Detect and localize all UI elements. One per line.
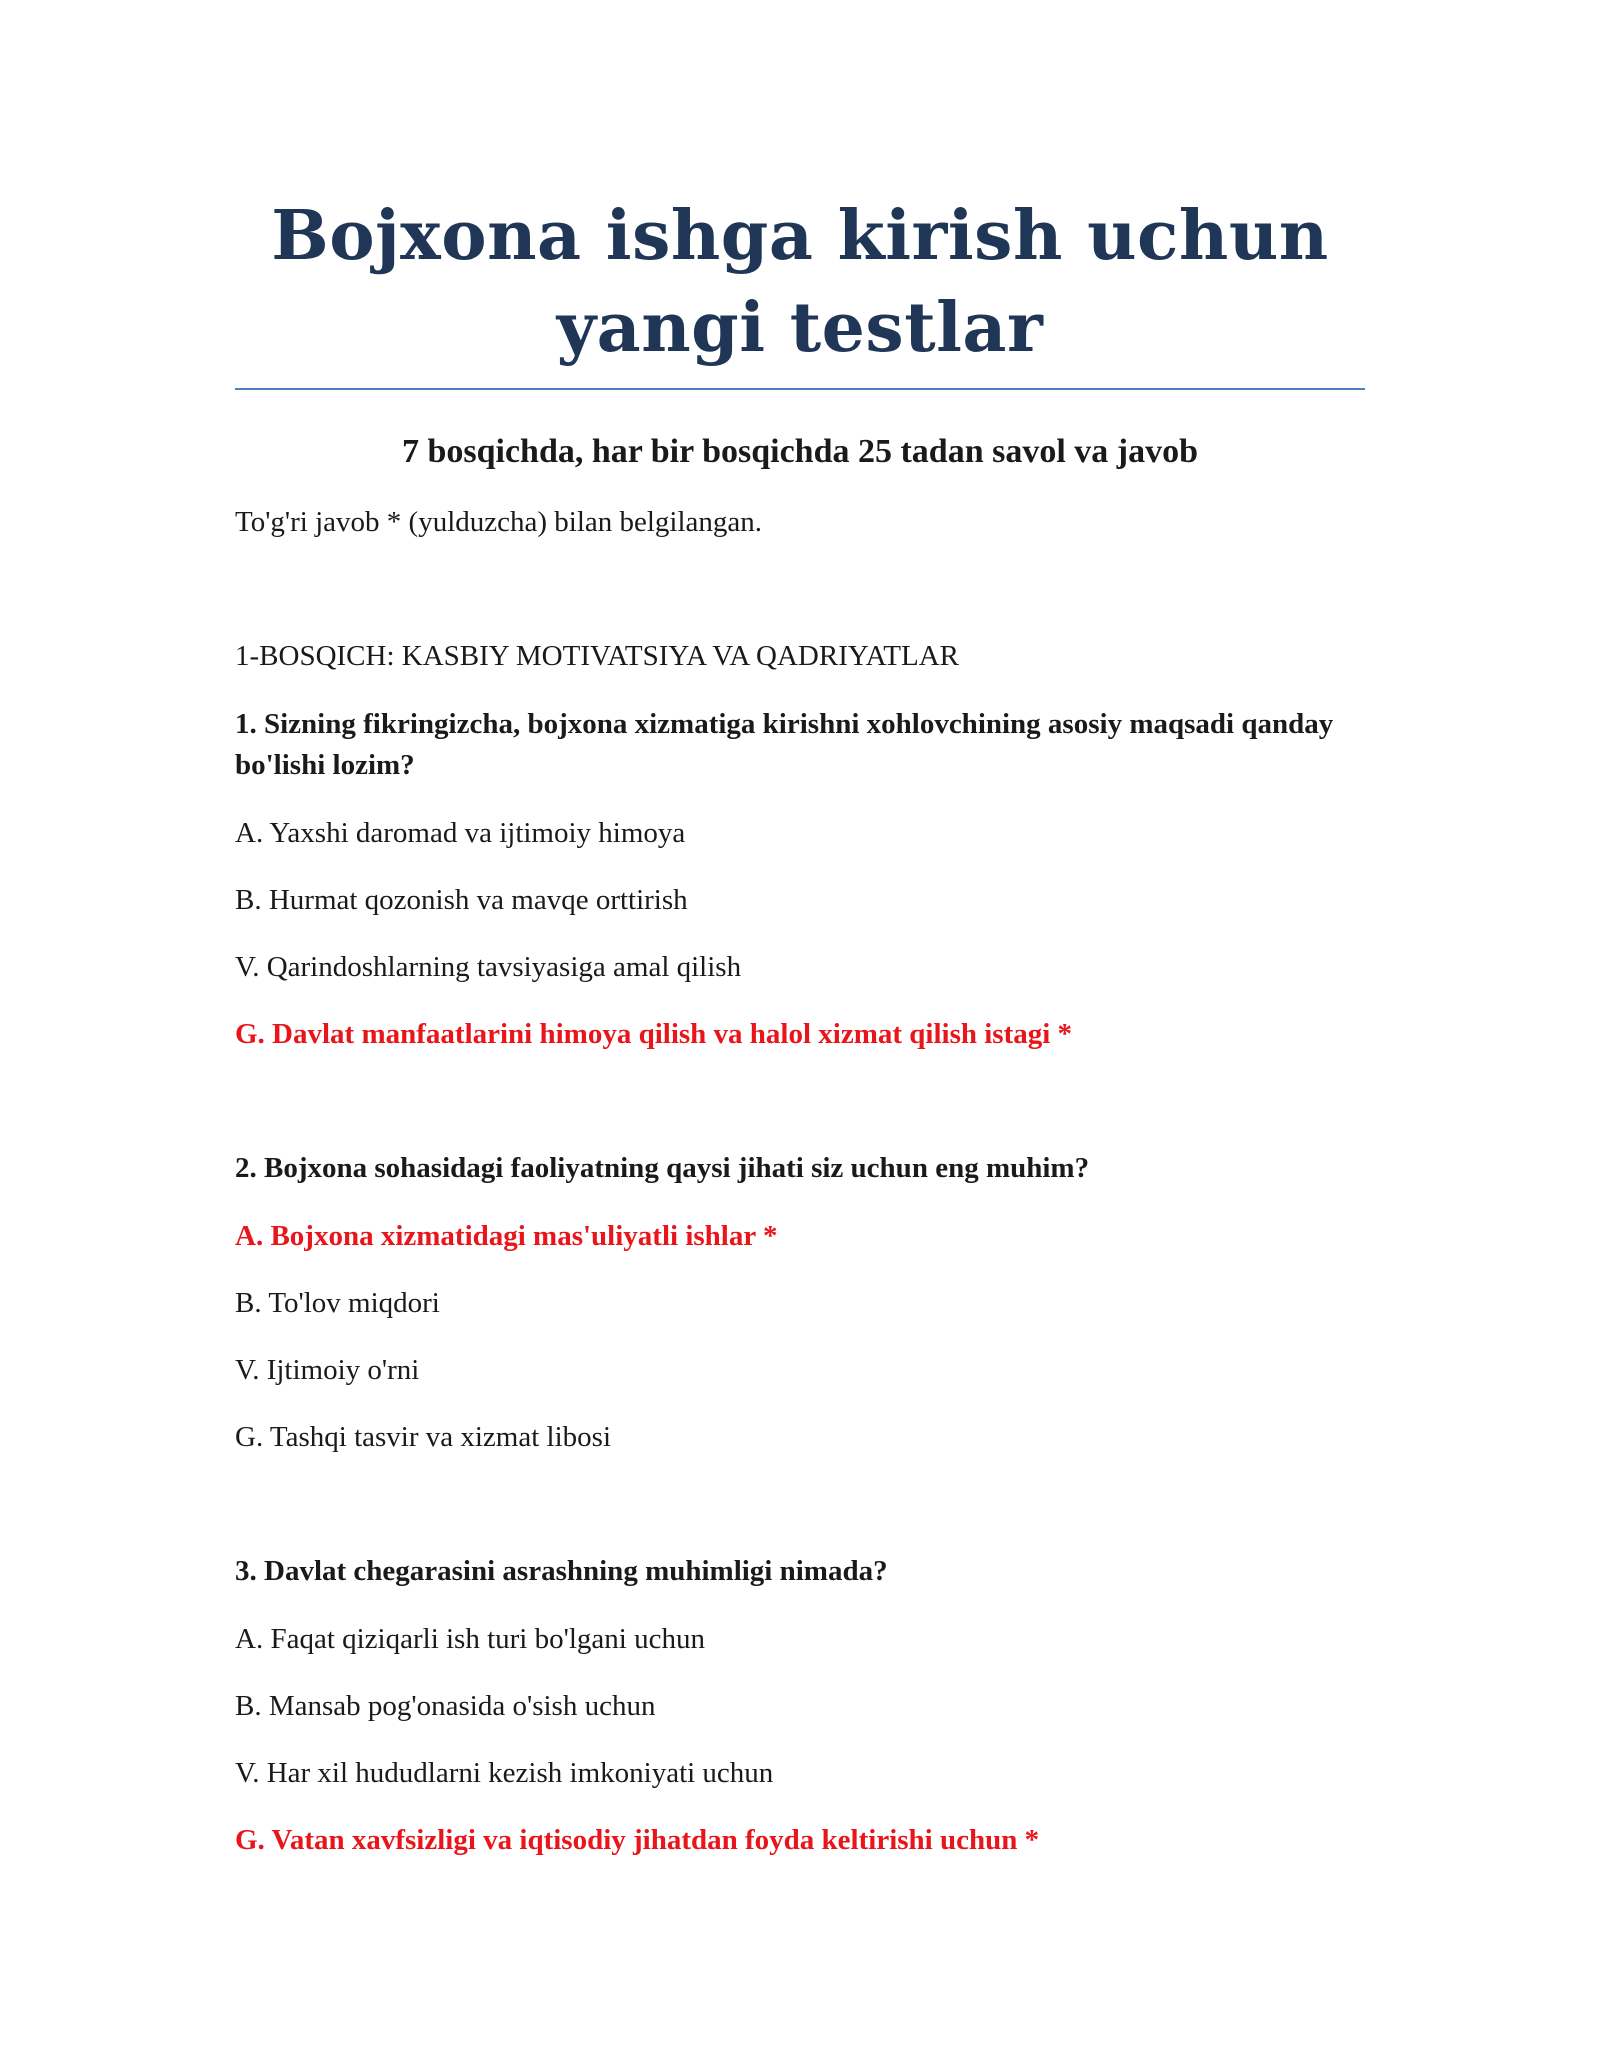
- answer-option: A. Faqat qiziqarli ish turi bo'lgani uchun: [235, 1623, 705, 1655]
- question-text: 1. Sizning fikringizcha, bojxona xizmatiga kirishni xohlovchining asosiy maqsadi qanday bo'lishi lozim?: [235, 708, 1334, 781]
- correct-answer-option: G. Davlat manfaatlarini himoya qilish va halol xizmat qilish istagi *: [235, 1018, 1073, 1050]
- answer-option: B. Hurmat qozonish va mavqe orttirish: [235, 884, 688, 916]
- question-block: [235, 1551, 1365, 1860]
- document-page: [235, 0, 1365, 1860]
- question-text: 3. Davlat chegarasini asrashning muhimligi nimada?: [235, 1555, 888, 1587]
- answer-option: G. Tashqi tasvir va xizmat libosi: [235, 1421, 611, 1453]
- question-text: 2. Bojxona sohasidagi faoliyatning qaysi jihati siz uchun eng muhim?: [235, 1152, 1090, 1184]
- title-line-1: Bojxona ishga kirish uchun: [271, 196, 1329, 276]
- document-title: [235, 0, 1365, 374]
- answer-option: B. To'lov miqdori: [235, 1287, 440, 1319]
- question-block: [235, 704, 1365, 1054]
- answer-option: V. Har xil hududlarni kezish imkoniyati uchun: [235, 1757, 774, 1789]
- answer-option: V. Ijtimoiy o'rni: [235, 1354, 420, 1386]
- correct-answer-option: A. Bojxona xizmatidagi mas'uliyatli ishlar *: [235, 1220, 778, 1252]
- stage-heading: 1-BOSQICH: KASBIY MOTIVATSIYA VA QADRIYATLAR: [235, 640, 960, 672]
- question-block: [235, 1148, 1365, 1457]
- subtitle: 7 bosqichda, har bir bosqichda 25 tadan savol va javob: [401, 433, 1199, 470]
- title-divider: [235, 388, 1365, 390]
- answer-key-note: To'g'ri javob * (yulduzcha) bilan belgilangan.: [235, 506, 763, 538]
- correct-answer-option: G. Vatan xavfsizligi va iqtisodiy jihatdan foyda keltirishi uchun *: [235, 1824, 1040, 1856]
- answer-option: A. Yaxshi daromad va ijtimoiy himoya: [235, 817, 686, 849]
- title-line-2: yangi testlar: [556, 288, 1044, 368]
- answer-option: B. Mansab pog'onasida o'sish uchun: [235, 1690, 656, 1722]
- answer-option: V. Qarindoshlarning tavsiyasiga amal qilish: [235, 951, 742, 983]
